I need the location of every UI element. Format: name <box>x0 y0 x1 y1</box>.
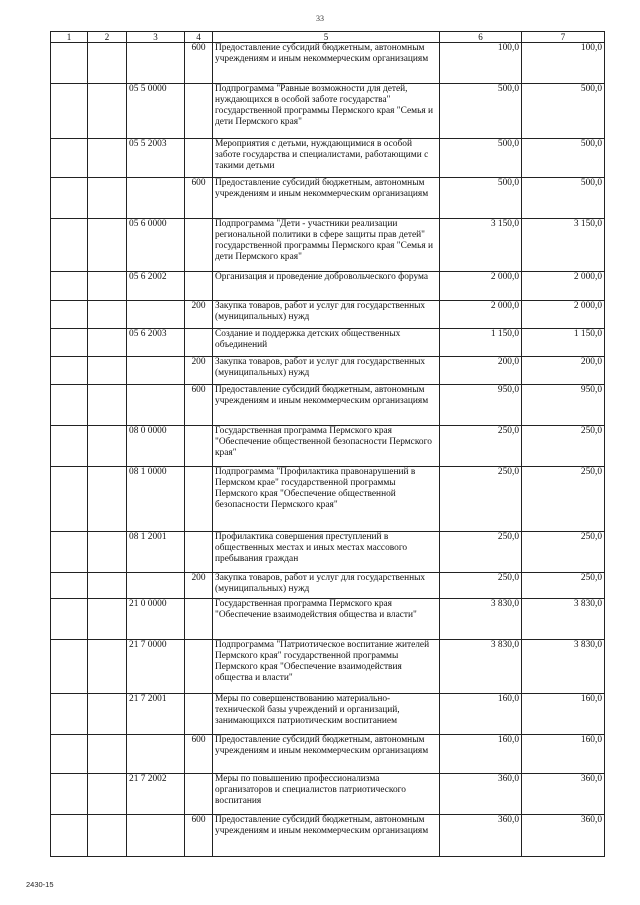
code-cell <box>88 385 127 426</box>
code-cell <box>51 532 88 573</box>
code-cell <box>51 357 88 385</box>
amount-cell: 360,0 <box>522 815 605 857</box>
code-cell <box>88 426 127 467</box>
table-row <box>51 640 605 694</box>
table-row <box>51 301 605 329</box>
target-code-cell <box>127 385 185 426</box>
code-cell <box>88 640 127 694</box>
target-code-cell: 08 1 2001 <box>127 532 185 573</box>
amount-cell: 250,0 <box>522 573 605 599</box>
amount-cell: 160,0 <box>440 694 522 735</box>
code-cell <box>88 735 127 774</box>
code-cell <box>51 272 88 301</box>
column-header: 4 <box>185 32 213 43</box>
code-cell <box>88 694 127 735</box>
description-cell: Подпрограмма "Патриотическое воспитание жителей Пермского края" государственной программы Пермского края "Обеспечение взаимодействия общества и власти" <box>213 640 440 694</box>
table-row <box>51 84 605 139</box>
table-row <box>51 385 605 426</box>
code-cell <box>51 426 88 467</box>
description-cell: Государственная программа Пермского края "Обеспечение взаимодействия общества и власти" <box>213 599 440 640</box>
description-cell: Подпрограмма "Равные возможности для детей, нуждающихся в особой заботе государства" государственной программы Пермского края "Семья и дети Пермского края" <box>213 84 440 139</box>
amount-cell: 500,0 <box>440 84 522 139</box>
amount-cell: 1 150,0 <box>440 329 522 357</box>
expense-type-cell <box>185 426 213 467</box>
code-cell <box>51 139 88 178</box>
amount-cell: 500,0 <box>440 139 522 178</box>
amount-cell: 950,0 <box>522 385 605 426</box>
table-row <box>51 532 605 573</box>
description-cell: Меры по повышению профессионализма организаторов и специалистов патриотического воспитания <box>213 774 440 815</box>
expense-type-cell <box>185 139 213 178</box>
code-cell <box>51 599 88 640</box>
expense-type-cell <box>185 599 213 640</box>
table-row <box>51 815 605 857</box>
target-code-cell <box>127 573 185 599</box>
amount-cell: 1 150,0 <box>522 329 605 357</box>
amount-cell: 2 000,0 <box>522 272 605 301</box>
table-row <box>51 329 605 357</box>
code-cell <box>51 774 88 815</box>
code-cell <box>88 573 127 599</box>
budget-table <box>50 31 605 857</box>
code-cell <box>51 815 88 857</box>
code-cell <box>51 640 88 694</box>
description-cell: Предоставление субсидий бюджетным, автономным учреждениям и иным некоммерческим организациям <box>213 385 440 426</box>
code-cell <box>88 357 127 385</box>
code-cell <box>88 532 127 573</box>
expense-type-cell <box>185 84 213 139</box>
document-code: 2430-15 <box>26 880 54 889</box>
table-row <box>51 426 605 467</box>
code-cell <box>51 301 88 329</box>
amount-cell: 3 830,0 <box>440 640 522 694</box>
table-row <box>51 272 605 301</box>
table-row <box>51 573 605 599</box>
amount-cell: 500,0 <box>440 178 522 219</box>
amount-cell: 3 830,0 <box>522 640 605 694</box>
table-row <box>51 219 605 272</box>
expense-type-cell <box>185 694 213 735</box>
description-cell: Подпрограмма "Профилактика правонарушений в Пермском крае" государственной программы Пермского края "Обеспечение общественной безопасности Пермского края" <box>213 467 440 532</box>
description-cell: Предоставление субсидий бюджетным, автономным учреждениям и иным некоммерческим организациям <box>213 43 440 84</box>
column-header: 7 <box>522 32 605 43</box>
expense-type-cell: 200 <box>185 301 213 329</box>
table-row <box>51 694 605 735</box>
amount-cell: 250,0 <box>522 467 605 532</box>
code-cell <box>88 178 127 219</box>
code-cell <box>88 467 127 532</box>
amount-cell: 2 000,0 <box>440 272 522 301</box>
table-row <box>51 178 605 219</box>
description-cell: Мероприятия с детьми, нуждающимися в особой заботе государства и специалистами, работающими с такими детьми <box>213 139 440 178</box>
amount-cell: 3 830,0 <box>522 599 605 640</box>
amount-cell: 160,0 <box>440 735 522 774</box>
target-code-cell <box>127 178 185 219</box>
amount-cell: 360,0 <box>440 815 522 857</box>
target-code-cell <box>127 735 185 774</box>
target-code-cell: 05 6 0000 <box>127 219 185 272</box>
code-cell <box>88 599 127 640</box>
expense-type-cell <box>185 219 213 272</box>
code-cell <box>51 467 88 532</box>
target-code-cell: 05 6 2002 <box>127 272 185 301</box>
description-cell: Меры по совершенствованию материально-технической базы учреждений и организаций, занимающихся патриотическим воспитанием <box>213 694 440 735</box>
code-cell <box>88 43 127 84</box>
table-row <box>51 43 605 84</box>
expense-type-cell: 600 <box>185 43 213 84</box>
expense-type-cell: 200 <box>185 573 213 599</box>
description-cell: Профилактика совершения преступлений в общественных местах и иных местах массового пребывания граждан <box>213 532 440 573</box>
target-code-cell <box>127 815 185 857</box>
table-row <box>51 467 605 532</box>
code-cell <box>88 139 127 178</box>
column-header: 1 <box>51 32 88 43</box>
code-cell <box>88 301 127 329</box>
target-code-cell: 05 5 0000 <box>127 84 185 139</box>
page-number: 33 <box>316 14 324 23</box>
table-row <box>51 139 605 178</box>
table-row <box>51 357 605 385</box>
description-cell: Предоставление субсидий бюджетным, автономным учреждениям и иным некоммерческим организациям <box>213 735 440 774</box>
description-cell: Закупка товаров, работ и услуг для государственных (муниципальных) нужд <box>213 301 440 329</box>
expense-type-cell <box>185 467 213 532</box>
amount-cell: 160,0 <box>522 735 605 774</box>
target-code-cell: 21 7 2002 <box>127 774 185 815</box>
code-cell <box>51 329 88 357</box>
amount-cell: 160,0 <box>522 694 605 735</box>
amount-cell: 250,0 <box>440 532 522 573</box>
amount-cell: 250,0 <box>522 426 605 467</box>
table-row <box>51 599 605 640</box>
target-code-cell: 08 1 0000 <box>127 467 185 532</box>
target-code-cell: 21 7 0000 <box>127 640 185 694</box>
code-cell <box>88 219 127 272</box>
expense-type-cell <box>185 272 213 301</box>
code-cell <box>51 178 88 219</box>
expense-type-cell: 200 <box>185 357 213 385</box>
code-cell <box>88 329 127 357</box>
table-row <box>51 735 605 774</box>
amount-cell: 950,0 <box>440 385 522 426</box>
expense-type-cell <box>185 640 213 694</box>
code-cell <box>88 84 127 139</box>
description-cell: Закупка товаров, работ и услуг для государственных (муниципальных) нужд <box>213 573 440 599</box>
description-cell: Подпрограмма "Дети - участники реализации региональной политики в сфере защиты прав детей" государственной программы Пермского края "Семья и дети Пермского края" <box>213 219 440 272</box>
amount-cell: 250,0 <box>522 532 605 573</box>
expense-type-cell <box>185 774 213 815</box>
code-cell <box>88 272 127 301</box>
column-header: 2 <box>88 32 127 43</box>
description-cell: Организация и проведение добровольческого форума <box>213 272 440 301</box>
target-code-cell <box>127 43 185 84</box>
target-code-cell: 08 0 0000 <box>127 426 185 467</box>
amount-cell: 250,0 <box>440 426 522 467</box>
column-header: 6 <box>440 32 522 43</box>
amount-cell: 200,0 <box>440 357 522 385</box>
amount-cell: 360,0 <box>440 774 522 815</box>
amount-cell: 500,0 <box>522 178 605 219</box>
expense-type-cell: 600 <box>185 385 213 426</box>
code-cell <box>51 385 88 426</box>
amount-cell: 250,0 <box>440 467 522 532</box>
target-code-cell: 21 7 2001 <box>127 694 185 735</box>
code-cell <box>88 774 127 815</box>
amount-cell: 500,0 <box>522 84 605 139</box>
amount-cell: 3 830,0 <box>440 599 522 640</box>
amount-cell: 250,0 <box>440 573 522 599</box>
description-cell: Государственная программа Пермского края "Обеспечение общественной безопасности Пермского края" <box>213 426 440 467</box>
code-cell <box>88 815 127 857</box>
code-cell <box>51 84 88 139</box>
expense-type-cell: 600 <box>185 178 213 219</box>
column-header: 5 <box>213 32 440 43</box>
expense-type-cell <box>185 532 213 573</box>
target-code-cell <box>127 301 185 329</box>
table-header-row <box>51 32 605 43</box>
target-code-cell: 05 6 2003 <box>127 329 185 357</box>
amount-cell: 2 000,0 <box>522 301 605 329</box>
amount-cell: 100,0 <box>522 43 605 84</box>
expense-type-cell <box>185 329 213 357</box>
amount-cell: 2 000,0 <box>440 301 522 329</box>
description-cell: Создание и поддержка детских общественных объединений <box>213 329 440 357</box>
description-cell: Предоставление субсидий бюджетным, автономным учреждениям и иным некоммерческим организациям <box>213 815 440 857</box>
amount-cell: 100,0 <box>440 43 522 84</box>
code-cell <box>51 735 88 774</box>
column-header: 3 <box>127 32 185 43</box>
amount-cell: 3 150,0 <box>440 219 522 272</box>
amount-cell: 500,0 <box>522 139 605 178</box>
expense-type-cell: 600 <box>185 735 213 774</box>
description-cell: Предоставление субсидий бюджетным, автономным учреждениям и иным некоммерческим организациям <box>213 178 440 219</box>
amount-cell: 3 150,0 <box>522 219 605 272</box>
description-cell: Закупка товаров, работ и услуг для государственных (муниципальных) нужд <box>213 357 440 385</box>
code-cell <box>51 694 88 735</box>
target-code-cell: 21 0 0000 <box>127 599 185 640</box>
target-code-cell <box>127 357 185 385</box>
code-cell <box>51 219 88 272</box>
code-cell <box>51 573 88 599</box>
amount-cell: 360,0 <box>522 774 605 815</box>
table-row <box>51 774 605 815</box>
amount-cell: 200,0 <box>522 357 605 385</box>
expense-type-cell: 600 <box>185 815 213 857</box>
target-code-cell: 05 5 2003 <box>127 139 185 178</box>
code-cell <box>51 43 88 84</box>
